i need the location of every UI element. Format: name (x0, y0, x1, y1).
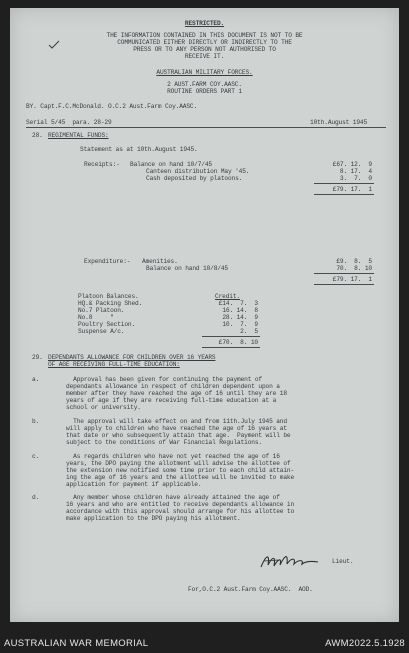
platoons-total: £70. 8. 10 (218, 339, 258, 346)
platoon-name: No.8 " (78, 314, 114, 321)
para29-title: OF AGE RECEIVING FULL-TIME EDUCATION: (48, 361, 180, 368)
para29-title: DEPENDANTS ALLOWANCE FOR CHILDREN OVER 16 YEARS (48, 354, 216, 361)
sum-rule (314, 194, 374, 195)
sum-rule (314, 183, 374, 184)
classification-label: RESTRICTED. (184, 20, 225, 27)
expenditure-label-item: Amenities. (142, 258, 178, 265)
item-line: subject to the conditions of War Financial Regulations. (66, 439, 262, 446)
receipt-label: Cash deposited by platoons. (146, 175, 243, 182)
signature-image (258, 549, 328, 573)
item-line: school or university. (66, 404, 141, 411)
unit-name: 2 AUST.FARM COY.AASC. (167, 81, 242, 88)
receipt-amount: 8. 17. 4 (339, 168, 372, 175)
receipt-label: Balance on hand 10/7/45 (130, 161, 212, 168)
item-letter: c. (32, 453, 40, 460)
sum-rule (202, 336, 260, 337)
platoon-credit: 16. 14. 8 (222, 307, 258, 314)
item-line: As regards children who have not yet reached the age of 16 (66, 453, 280, 460)
receipt-amount: £67. 12. 9 (332, 161, 372, 168)
sum-rule (314, 284, 374, 285)
item-line: dependants allowance in respect of children dependent upon a (66, 383, 280, 390)
credit-header: Credit. (215, 293, 240, 300)
notice-line-3: PRESS OR TO ANY PERSON NOT AUTHORISED TO (133, 46, 276, 53)
notice-line-4: RECEIVE IT. (184, 53, 225, 60)
item-line: Approval has been given for continuing the payment of (66, 376, 262, 383)
item-line: the extension new notified some time prior to each child attain- (66, 467, 295, 474)
item-line: member after they have reached the age of 16 until they are 18 (66, 390, 287, 397)
document-heading: AUSTRALIAN MILITARY FORCES. (156, 69, 253, 76)
item-line: ing the age of 16 years and the allottee will be invited to make (66, 474, 295, 481)
expenditure-label: Expenditure:- (84, 258, 131, 265)
by-line: BY. Capt.F.C.McDonald. O.C.2 Aust.Farm Coy.AASC. (26, 103, 198, 110)
document-date: 10th.August 1945 (310, 119, 368, 126)
divider (26, 127, 386, 128)
notice-line-1: THE INFORMATION CONTAINED IN THIS DOCUMENT IS NOT TO BE (106, 32, 303, 39)
archive-reference: AWM2022.5.1928 (325, 638, 405, 649)
item-line: The approval will take effect on and from 11th.July 1945 and (66, 418, 287, 425)
archive-footer (0, 637, 409, 653)
expenditure-amount: £9. 8. 5 (336, 258, 372, 265)
platoon-credit: 28. 14. 9 (222, 314, 258, 321)
platoon-header: Platoon Balances. (78, 293, 139, 300)
expenditure-label-item: Balance on hand 10/8/45 (146, 265, 228, 272)
order-title: ROUTINE ORDERS PART 1 (167, 88, 242, 95)
receipt-label: Canteen distribution May '45. (146, 168, 250, 175)
document-page (10, 8, 399, 622)
platoon-name: Poultry Section. (78, 321, 136, 328)
notice-line-2: COMMUNICATED EITHER DIRECTLY OR INDIRECTLY TO THE (117, 39, 292, 46)
item-letter: b. (32, 418, 40, 425)
item-line: application for payment if applicable. (66, 481, 202, 488)
item-line: accordance with this approval should arrange for his allottee to (66, 508, 295, 515)
platoon-name: HQ.& Packing Shed. (78, 300, 143, 307)
expenditure-amount: 70. 8. 10 (336, 265, 372, 272)
item-letter: d. (32, 494, 40, 501)
platoon-credit: 10. 7. 9 (222, 321, 258, 328)
item-line: will apply to children who have reached the age of 16 years at (66, 425, 287, 432)
item-line: years of age if they are receiving full-time education at a (66, 397, 277, 404)
platoon-credit: 2. 5 (240, 328, 258, 335)
item-line: make application to the DPO paying his allotment. (66, 515, 241, 522)
expenditure-total: £79. 17. 1 (332, 276, 372, 283)
for-line: For,O.C.2 Aust.Farm Coy.AASC. AOD. (188, 586, 313, 593)
item-line: 16 years and who are entitled to receive dependants allowance in (66, 501, 295, 508)
item-line: that date or who subsequently attain that age. Payment will be (66, 432, 291, 439)
platoon-credit: £14. 7. 3 (218, 300, 258, 307)
item-line: Any member whose children have already attained the age of (66, 494, 280, 501)
receipt-amount: 3. 7. 0 (339, 175, 372, 182)
item-letter: a. (32, 376, 40, 383)
item-line: years, the DPO paying the allotment will advise the allottee of (66, 460, 291, 467)
archive-name: AUSTRALIAN WAR MEMORIAL (4, 638, 149, 649)
statement-line: Statement as at 10th.August 1945. (80, 146, 198, 153)
platoon-name: Suspense A/c. (78, 328, 125, 335)
sum-rule (202, 347, 260, 348)
para28-number: 28. (32, 132, 43, 139)
serial-number: Serial 5/45 para. 28-29 (26, 119, 112, 126)
platoon-name: No.7 Platoon. (78, 307, 125, 314)
signatory-rank: Lieut. (332, 558, 354, 565)
receipts-total: £79. 17. 1 (332, 186, 372, 193)
sum-rule (314, 273, 374, 274)
para28-title: REGIMENTAL FUNDS: (48, 132, 109, 139)
receipts-label: Receipts:- (84, 161, 120, 168)
para29-number: 29. (32, 354, 43, 361)
